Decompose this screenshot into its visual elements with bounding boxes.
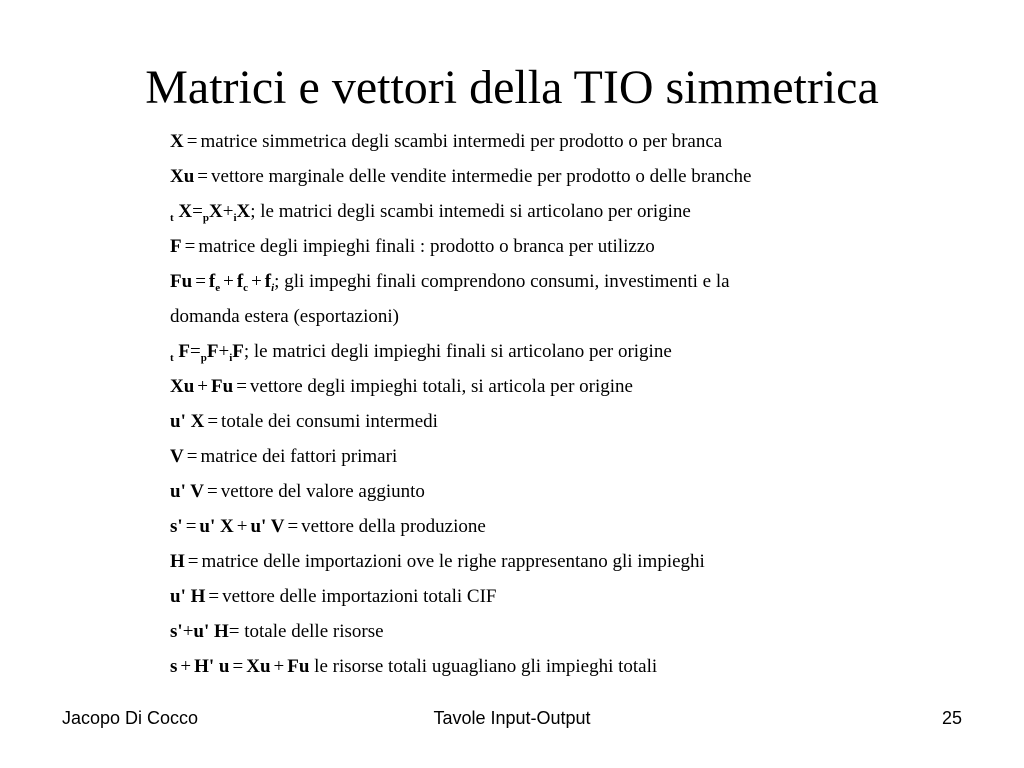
equals-sign: = (186, 446, 198, 467)
plus-sign: + (180, 656, 192, 677)
definition-text: vettore della produzione (301, 516, 486, 537)
equals-sign: = (195, 271, 206, 292)
definition-line-continuation (170, 299, 910, 334)
math-symbol: Fu (287, 656, 310, 677)
definition-text: vettore delle importazioni totali CIF (222, 586, 497, 607)
definition-text: ; le matrici degli scambi intemedi si articolano per origine (250, 201, 691, 222)
plus-sign: + (222, 201, 234, 222)
subscript-t: t (170, 212, 174, 224)
definition-text: domanda estera (esportazioni) (170, 306, 399, 327)
definition-line-f-origin (170, 334, 910, 369)
footer-page-number: 25 (941, 708, 962, 728)
math-symbol: s (170, 656, 178, 677)
definition-text: vettore marginale delle vendite intermedie per prodotto o delle branche (211, 166, 752, 187)
math-symbol: F (206, 341, 219, 362)
math-symbol: H (170, 551, 185, 572)
math-symbol: u' H (170, 586, 206, 607)
math-symbol: F (232, 341, 244, 362)
math-symbol: V (170, 446, 184, 467)
math-symbol: Xu (170, 376, 195, 397)
math-symbol: u' V (250, 516, 285, 537)
equals-sign: = (192, 201, 203, 222)
math-symbol: Fu (211, 376, 234, 397)
math-symbol: Fu (170, 271, 193, 292)
footer-topic: Tavole Input-Output (433, 708, 591, 728)
plus-sign: + (273, 656, 285, 677)
math-symbol: f (264, 271, 272, 292)
definition-line-balance (170, 649, 910, 684)
math-symbol: u' X (170, 411, 205, 432)
equals-sign: = (186, 131, 198, 152)
equals-sign: = (208, 586, 220, 607)
definition-line-xu (170, 159, 910, 194)
definition-text: vettore del valore aggiunto (220, 481, 425, 502)
footer-author: Jacopo Di Cocco (62, 708, 199, 728)
definition-line-uv (170, 474, 910, 509)
equals-sign: = (207, 411, 219, 432)
definition-line-ux (170, 404, 910, 439)
math-symbol: F (178, 341, 191, 362)
definition-line-v (170, 439, 910, 474)
definition-line-uh (170, 579, 910, 614)
equals-sign: = (187, 551, 199, 572)
plus-sign: + (236, 516, 248, 537)
math-symbol: F (170, 236, 182, 257)
definition-text: totale dei consumi intermedi (221, 411, 438, 432)
subscript-t: t (170, 352, 174, 364)
subscript-p: p (200, 352, 207, 364)
math-symbol: u' X (199, 516, 234, 537)
math-symbol: s' (170, 621, 183, 642)
definition-text: matrice delle importazioni ove le righe rappresentano gli impieghi (201, 551, 705, 572)
equals-sign: = (206, 481, 218, 502)
definition-text: le risorse totali uguagliano gli impieghi totali (314, 656, 658, 677)
equals-sign: = (236, 376, 247, 397)
equals-sign: = (232, 656, 244, 677)
equals-sign: = (287, 516, 299, 537)
math-symbol: X (209, 201, 223, 222)
plus-sign: + (218, 341, 230, 362)
plus-sign: + (223, 271, 234, 292)
subscript-i: i (271, 282, 275, 294)
definition-line-h (170, 544, 910, 579)
plus-sign: + (251, 271, 262, 292)
definition-line-s (170, 509, 910, 544)
math-symbol: X (178, 201, 193, 222)
slide-title: Matrici e vettori della TIO simmetrica (145, 61, 879, 114)
math-symbol: f (236, 271, 244, 292)
definition-text: matrice degli impieghi finali : prodotto o branca per utilizzo (198, 236, 655, 257)
definition-line-xu-fu (170, 369, 910, 404)
equals-sign: = (197, 166, 209, 187)
equals-sign: = (185, 516, 197, 537)
definition-text: matrice simmetrica degli scambi intermedi per prodotto o per branca (200, 131, 723, 152)
equals-sign: = (190, 341, 201, 362)
definition-line-x (170, 124, 910, 159)
plus-sign: + (197, 376, 209, 397)
definition-line-f (170, 229, 910, 264)
math-symbol: H' u (194, 656, 230, 677)
definition-text: matrice dei fattori primari (200, 446, 398, 467)
subscript-i: i (233, 212, 237, 224)
math-symbol: Xu (170, 166, 195, 187)
subscript-e: e (215, 282, 221, 294)
definitions-list (170, 124, 910, 684)
definition-text: vettore degli impieghi totali, si articola per origine (249, 376, 633, 397)
math-symbol: Xu (246, 656, 271, 677)
plus-sign: + (182, 621, 194, 642)
subscript-i: i (229, 352, 233, 364)
math-symbol: u' V (170, 481, 204, 502)
math-symbol: u' H (193, 621, 229, 642)
subscript-p: p (202, 212, 209, 224)
math-symbol: X (170, 131, 184, 152)
definition-text: = totale delle risorse (228, 621, 384, 642)
definition-text: ; le matrici degli impieghi finali si articolano per origine (243, 341, 672, 362)
math-symbol: s' (170, 516, 183, 537)
math-symbol: X (236, 201, 251, 222)
definition-line-x-origin (170, 194, 910, 229)
definition-text: ; gli impeghi finali comprendono consumi, investimenti e la (274, 271, 730, 292)
math-symbol: f (208, 271, 216, 292)
subscript-c: c (243, 282, 249, 294)
definition-line-fu (170, 264, 910, 299)
definition-line-resources (170, 614, 910, 649)
equals-sign: = (184, 236, 196, 257)
